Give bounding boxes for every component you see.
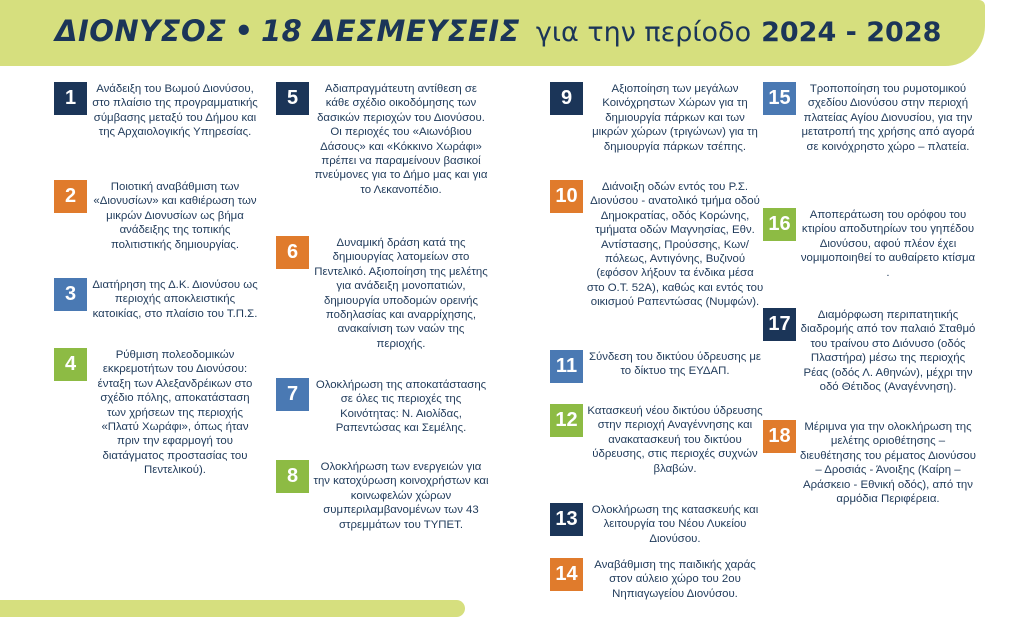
commitment-number-badge: 15 (763, 82, 796, 115)
commitment-number-badge: 3 (54, 278, 87, 311)
commitment-number-badge: 4 (54, 348, 87, 381)
commitment-number-badge: 9 (550, 82, 583, 115)
commitment-number-badge: 6 (276, 236, 309, 269)
commitment-text: Αδιαπραγμάτευτη αντίθεση σε κάθε σχέδιο οικοδόμησης των δασικών περιοχών του Διονύσου. Οι περιοχές του «Αιωνόβιου Δάσους» και «Κόκκινο Χωράφι» πρέπει να παραμείνουν βασικοί πνεύμονες για το Δήμο μας και για το Λεκανοπέδιο. (314, 83, 488, 196)
commitment-text: Ρύθμιση πολεοδομικών εκκρεμοτήτων του Διονύσου: ένταξη των Αλεξανδρέικων στο σχέδιο πόλης, αποκατάσταση των χρήσεων της περιοχής «Πλατύ Χωράφι», όπως ήταν πριν την εφαρμογή του διατάγματος προστασίας του Πεντελικού). (97, 349, 253, 477)
commitment-text: Ολοκλήρωση της αποκατάστασης σε όλες τις περιοχές της Κοινότητας: Ν. Αιολίδας, Ραπεντώσας και Σεμέλης. (315, 379, 487, 435)
commitment-number-badge: 17 (763, 308, 796, 341)
commitment-text: Ανάδειξη του Βωμού Διονύσου, στο πλαίσιο της προγραμματικής σύμβασης μεταξύ του Δήμου και της Αρχαιολογικής Υπηρεσίας. (92, 83, 258, 139)
commitment-number-badge: 10 (550, 180, 583, 213)
commitment-number-badge: 14 (550, 558, 583, 591)
title-period: για την περίοδο (535, 17, 752, 48)
commitment-text: Διαμόρφωση περιπατητικής διαδρομής από τον παλαιό Σταθμό του τραίνου στο Διόνυσο (οδός Πλαστήρα) μέσω της περιοχής Ρέας (οδός Λ. Αθηνών), μέχρι την οδό Θέτιδος (Αναγέννηση). (800, 309, 976, 394)
commitment-text: Διάνοιξη οδών εντός του Ρ.Σ. Διονύσου - ανατολικό τμήμα οδού Δημοκρατίας, οδός Κορώνης, τμήματα οδών Μαγνησίας, Εθν. Αντίστασης, Προύσσης, Κων/πόλεως, Αντιγόνης, Βυζινού (εφόσον λήξουν τα ένδικα μέσα στο Ο.Τ. 52Α), καθώς και εντός του οικισμού Ραπεντώσας (Νυμφών). (586, 181, 764, 309)
commitment-text: Αξιοποίηση των μεγάλων Κοινόχρηστων Χώρων για τη δημιουργία πάρκων και των μικρών χώρων (τριγώνων) για τη δημιουργία πάρκων τσέπης. (592, 83, 758, 153)
commitment-number-badge: 16 (763, 208, 796, 241)
commitment-number-badge: 12 (550, 404, 583, 437)
commitment-text: Αναβάθμιση της παιδικής χαράς στον αύλειο χώρο του 2ου Νηπιαγωγείου Διονύσου. (594, 559, 756, 600)
commitment-text: Αποπεράτωση του ορόφου του κτιρίου αποδυτηρίων του γηπέδου Διονύσου, αφού πλέον έχει νομιμοποιηθεί το αυθαίρετο κτίσμα . (800, 209, 976, 279)
title-main: ΔΙΟΝΥΣΟΣ (55, 14, 227, 48)
commitment-text: Ολοκλήρωση της κατασκευής και λειτουργία του Νέου Λυκείου Διονύσου. (591, 504, 759, 545)
footer-bar (0, 600, 465, 617)
commitment-number-badge: 8 (276, 460, 309, 493)
title-commitments: 18 ΔΕΣΜΕΥΣΕΙΣ (260, 14, 520, 48)
header-banner (0, 0, 985, 66)
commitment-number-badge: 5 (276, 82, 309, 115)
commitment-text: Ολοκλήρωση των ενεργειών για την κατοχύρωση κοινοχρήστων και κοινωφελών χώρων συμπεριλαμβανομένων των 43 στρεμμάτων του ΤΥΠΕΤ. (313, 461, 489, 531)
commitment-number-badge: 2 (54, 180, 87, 213)
commitment-text: Κατασκευή νέου δικτύου ύδρευσης στην περιοχή Αναγέννησης και ανακατασκευή του δικτύου ύδρευσης, στις περιοχές συχνών βλαβών. (587, 405, 763, 475)
title-years: 2024 - 2028 (761, 17, 942, 48)
commitment-text: Σύνδεση του δικτύου ύδρευσης με το δίκτυο της ΕΥΔΑΠ. (588, 351, 762, 378)
commitment-text: Διατήρηση της Δ.Κ. Διονύσου ως περιοχής αποκλειστικής κατοικίας, στο πλαίσιο του Τ.Π.Σ. (92, 279, 258, 320)
commitment-number-badge: 11 (550, 350, 583, 383)
commitment-number-badge: 13 (550, 503, 583, 536)
title-separator: • (234, 14, 253, 48)
commitment-text: Δυναμική δράση κατά της δημιουργίας λατομείων στο Πεντελικό. Αξιοποίηση της μελέτης για ανάδειξη μονοπατιών, δημιουργία υποδομών ορεινής ποδηλασίας και αναρρίχησης, ανακαίνιση των ναών της περιοχής. (314, 237, 488, 350)
commitment-number-badge: 7 (276, 378, 309, 411)
commitment-text: Τροποποίηση του ρυμοτομικού σχεδίου Διονύσου στην περιοχή πλατείας Αγίου Διονυσίου, για την μετατροπή της χρήσης από αγορά σε κοινόχρηστο χώρο – πλατεία. (801, 83, 975, 153)
commitment-number-badge: 1 (54, 82, 87, 115)
commitment-text: Μέριμνα για την ολοκλήρωση της μελέτης οριοθέτησης – διευθέτησης του ρέματος Διονύσου – Δροσιάς - Άνοιξης (Καίρη – Αράσκειο - Εθνική οδός), από την αρμόδια Περιφέρεια. (800, 421, 976, 506)
commitment-text: Ποιοτική αναβάθμιση των «Διονυσίων» και καθιέρωση των μικρών Διονυσίων ως βήμα ανάδειξης της τοπικής πολιτιστικής δημιουργίας. (93, 181, 257, 251)
commitment-number-badge: 18 (763, 420, 796, 453)
page-title (55, 14, 941, 54)
